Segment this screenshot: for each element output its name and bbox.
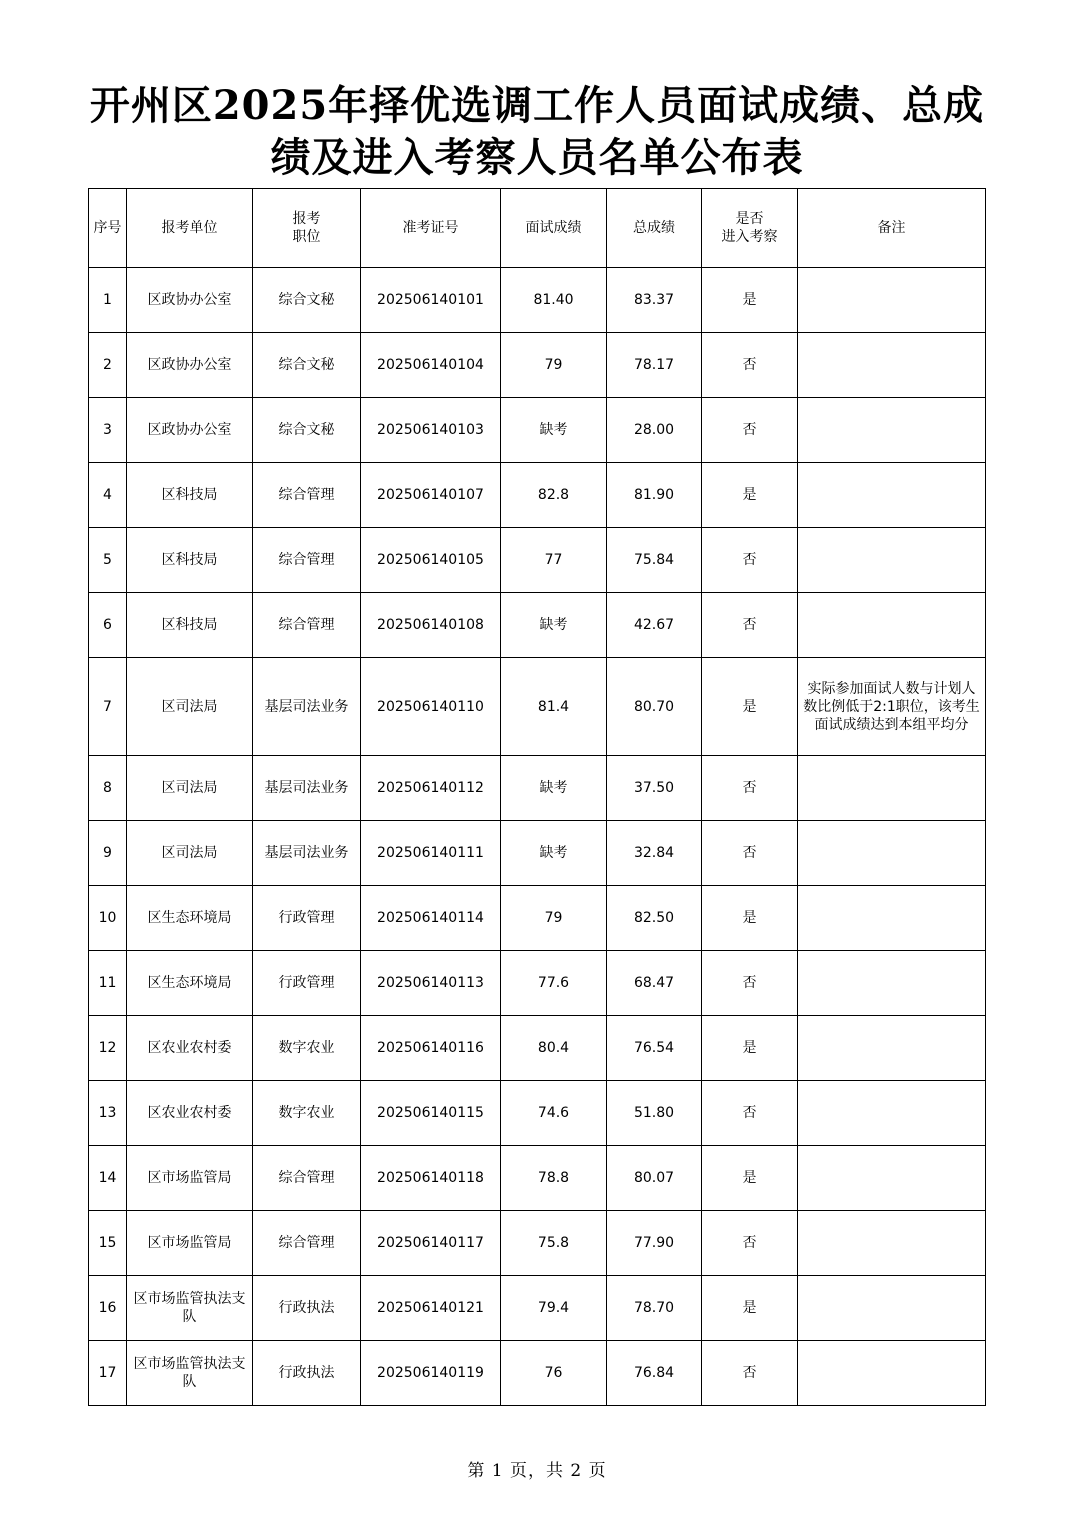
cell-remark [798,1081,986,1146]
cell-interview: 81.4 [501,658,607,756]
cell-inspect: 是 [702,1016,798,1081]
cell-exam-id: 202506140112 [361,756,501,821]
cell-remark [798,821,986,886]
cell-unit: 区司法局 [127,821,253,886]
cell-inspect: 否 [702,1211,798,1276]
cell-total: 32.84 [607,821,702,886]
cell-exam-id: 202506140119 [361,1341,501,1406]
cell-index: 15 [89,1211,127,1276]
table-row [89,463,986,528]
table-row [89,1341,986,1406]
cell-interview: 79 [501,886,607,951]
table-row [89,1016,986,1081]
cell-unit: 区政协办公室 [127,268,253,333]
cell-interview: 81.40 [501,268,607,333]
cell-unit: 区生态环境局 [127,886,253,951]
header-exam-id: 准考证号 [361,189,501,268]
cell-interview: 75.8 [501,1211,607,1276]
cell-exam-id: 202506140104 [361,333,501,398]
cell-unit: 区科技局 [127,528,253,593]
header-total-score: 总成绩 [607,189,702,268]
table-row [89,593,986,658]
table-row [89,1081,986,1146]
cell-exam-id: 202506140116 [361,1016,501,1081]
cell-unit: 区司法局 [127,756,253,821]
page-number: 第 1 页，共 2 页 [467,1461,607,1481]
cell-inspect: 否 [702,756,798,821]
cell-remark [798,593,986,658]
cell-unit: 区农业农村委 [127,1081,253,1146]
page-title [60,80,1014,184]
cell-exam-id: 202506140117 [361,1211,501,1276]
cell-position: 行政执法 [253,1341,361,1406]
cell-total: 77.90 [607,1211,702,1276]
cell-interview: 缺考 [501,398,607,463]
table-row [89,951,986,1016]
cell-unit: 区科技局 [127,463,253,528]
cell-unit: 区科技局 [127,593,253,658]
cell-remark [798,1211,986,1276]
page-title-line-1: 开州区2025年择优选调工作人员面试成绩、总成 [89,82,985,129]
cell-total: 76.84 [607,1341,702,1406]
header-interview-score: 面试成绩 [501,189,607,268]
table-row [89,821,986,886]
cell-position: 行政管理 [253,886,361,951]
cell-exam-id: 202506140115 [361,1081,501,1146]
cell-interview: 79.4 [501,1276,607,1341]
cell-position: 综合文秘 [253,333,361,398]
header-unit: 报考单位 [127,189,253,268]
cell-remark [798,528,986,593]
cell-interview: 77.6 [501,951,607,1016]
cell-total: 78.17 [607,333,702,398]
cell-inspect: 否 [702,398,798,463]
cell-exam-id: 202506140118 [361,1146,501,1211]
cell-total: 82.50 [607,886,702,951]
cell-unit: 区生态环境局 [127,951,253,1016]
cell-exam-id: 202506140110 [361,658,501,756]
cell-inspect: 否 [702,1341,798,1406]
table-row [89,333,986,398]
cell-index: 1 [89,268,127,333]
cell-remark [798,951,986,1016]
cell-unit: 区市场监管局 [127,1211,253,1276]
cell-exam-id: 202506140111 [361,821,501,886]
cell-position: 综合管理 [253,1146,361,1211]
cell-index: 3 [89,398,127,463]
cell-inspect: 是 [702,268,798,333]
header-position-line-1: 报考 [292,211,321,227]
cell-exam-id: 202506140121 [361,1276,501,1341]
cell-total: 51.80 [607,1081,702,1146]
cell-position: 数字农业 [253,1016,361,1081]
cell-position: 综合管理 [253,528,361,593]
cell-interview: 78.8 [501,1146,607,1211]
cell-index: 9 [89,821,127,886]
cell-inspect: 是 [702,463,798,528]
table-row [89,658,986,756]
header-remarks: 备注 [798,189,986,268]
cell-total: 68.47 [607,951,702,1016]
cell-remark [798,1016,986,1081]
cell-inspect: 是 [702,658,798,756]
cell-total: 80.70 [607,658,702,756]
table-row [89,886,986,951]
cell-remark [798,398,986,463]
table-row [89,756,986,821]
cell-remark [798,268,986,333]
cell-inspect: 否 [702,1081,798,1146]
table-row [89,268,986,333]
cell-interview: 缺考 [501,821,607,886]
cell-unit: 区政协办公室 [127,333,253,398]
cell-inspect: 否 [702,821,798,886]
cell-index: 6 [89,593,127,658]
cell-total: 42.67 [607,593,702,658]
cell-position: 综合管理 [253,463,361,528]
cell-remark [798,333,986,398]
table-row [89,1146,986,1211]
cell-unit: 区市场监管执法支队 [127,1276,253,1341]
cell-inspect: 否 [702,333,798,398]
cell-index: 11 [89,951,127,1016]
cell-index: 13 [89,1081,127,1146]
cell-index: 4 [89,463,127,528]
header-position-line-2: 职位 [292,229,321,245]
cell-remark [798,1276,986,1341]
cell-index: 2 [89,333,127,398]
cell-remark [798,756,986,821]
cell-unit: 区政协办公室 [127,398,253,463]
cell-remark [798,1341,986,1406]
cell-inspect: 否 [702,528,798,593]
cell-position: 基层司法业务 [253,821,361,886]
cell-remark: 实际参加面试人数与计划人数比例低于2:1职位，该考生面试成绩达到本组平均分 [798,658,986,756]
cell-inspect: 是 [702,886,798,951]
cell-unit: 区市场监管执法支队 [127,1341,253,1406]
cell-total: 83.37 [607,268,702,333]
cell-inspect: 否 [702,593,798,658]
cell-total: 76.54 [607,1016,702,1081]
results-table [88,188,986,1406]
cell-index: 5 [89,528,127,593]
cell-inspect: 否 [702,951,798,1016]
cell-index: 12 [89,1016,127,1081]
cell-exam-id: 202506140107 [361,463,501,528]
cell-total: 75.84 [607,528,702,593]
cell-position: 综合管理 [253,593,361,658]
cell-position: 综合文秘 [253,398,361,463]
cell-inspect: 是 [702,1276,798,1341]
header-position [253,189,361,268]
cell-exam-id: 202506140108 [361,593,501,658]
cell-remark [798,1146,986,1211]
cell-total: 80.07 [607,1146,702,1211]
cell-exam-id: 202506140113 [361,951,501,1016]
cell-interview: 缺考 [501,593,607,658]
table-row [89,528,986,593]
cell-index: 10 [89,886,127,951]
cell-interview: 77 [501,528,607,593]
cell-exam-id: 202506140101 [361,268,501,333]
cell-inspect: 是 [702,1146,798,1211]
cell-total: 37.50 [607,756,702,821]
cell-index: 7 [89,658,127,756]
cell-index: 17 [89,1341,127,1406]
table-row [89,1211,986,1276]
header-inspect [702,189,798,268]
cell-index: 8 [89,756,127,821]
cell-index: 16 [89,1276,127,1341]
cell-total: 78.70 [607,1276,702,1341]
cell-interview: 79 [501,333,607,398]
header-inspect-line-1: 是否 [735,211,764,227]
cell-position: 基层司法业务 [253,756,361,821]
cell-position: 基层司法业务 [253,658,361,756]
cell-index: 14 [89,1146,127,1211]
header-index: 序号 [89,189,127,268]
table-row [89,398,986,463]
cell-position: 数字农业 [253,1081,361,1146]
cell-exam-id: 202506140103 [361,398,501,463]
cell-remark [798,886,986,951]
page-title-line-2: 绩及进入考察人员名单公布表 [270,134,804,181]
cell-total: 81.90 [607,463,702,528]
cell-unit: 区司法局 [127,658,253,756]
cell-total: 28.00 [607,398,702,463]
header-inspect-line-2: 进入考察 [721,229,778,245]
cell-interview: 74.6 [501,1081,607,1146]
cell-interview: 76 [501,1341,607,1406]
cell-remark [798,463,986,528]
cell-interview: 缺考 [501,756,607,821]
cell-position: 综合文秘 [253,268,361,333]
cell-unit: 区农业农村委 [127,1016,253,1081]
table-row [89,1276,986,1341]
cell-interview: 80.4 [501,1016,607,1081]
cell-position: 综合管理 [253,1211,361,1276]
cell-exam-id: 202506140105 [361,528,501,593]
cell-unit: 区市场监管局 [127,1146,253,1211]
table-header-row [89,189,986,268]
cell-exam-id: 202506140114 [361,886,501,951]
cell-interview: 82.8 [501,463,607,528]
cell-position: 行政执法 [253,1276,361,1341]
cell-position: 行政管理 [253,951,361,1016]
